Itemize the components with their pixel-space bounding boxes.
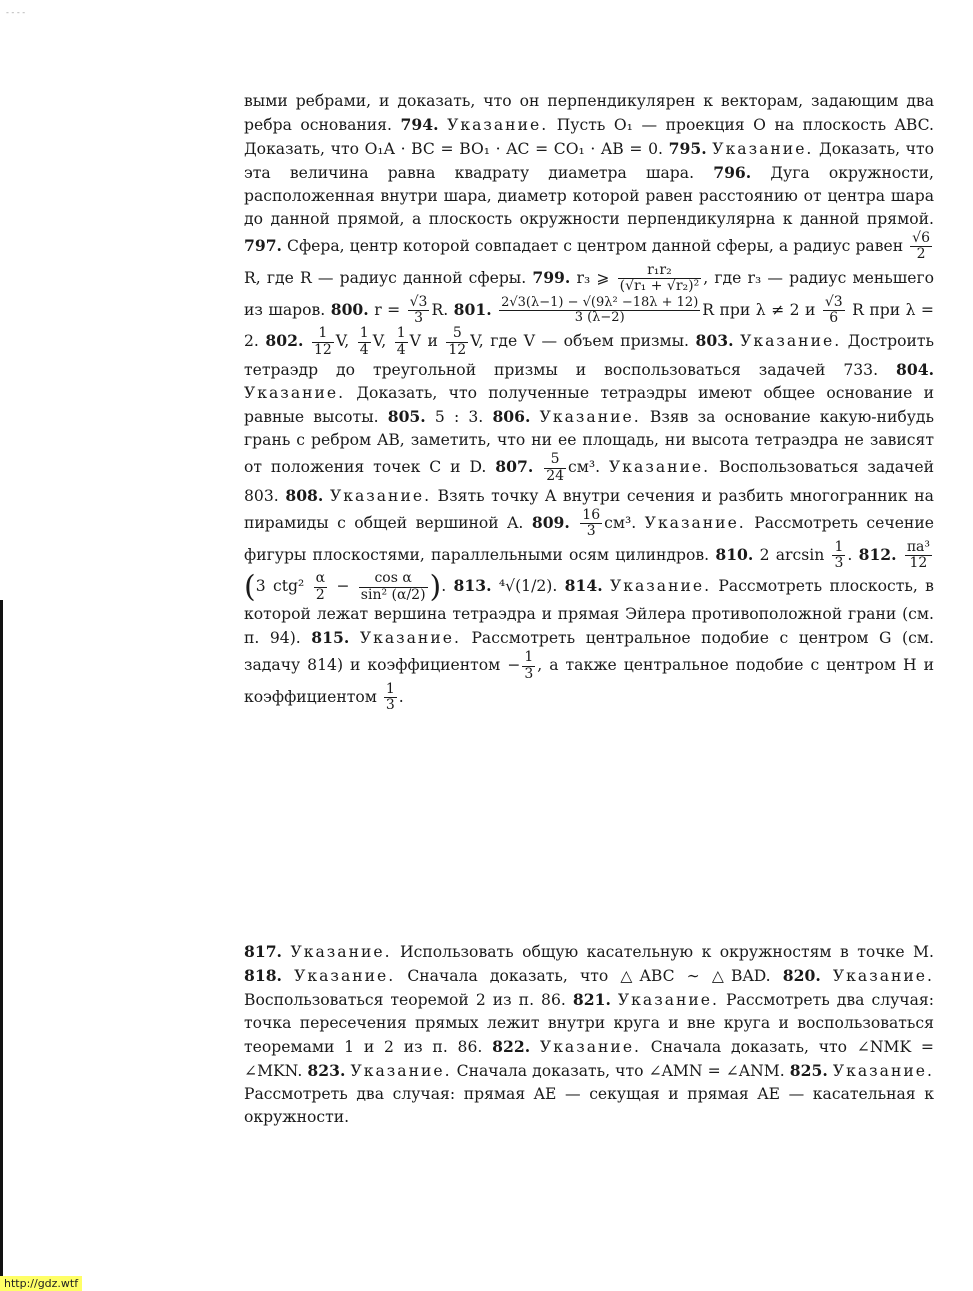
left-paren: (	[244, 569, 256, 605]
fraction: $\frac{\alpha}{2}$	[315, 570, 326, 603]
fraction: $\frac{\text{r₁r₂}}{\text{(√r₁ + √r₂)²}}$	[619, 261, 700, 295]
fraction: $\frac{√3}{3}$	[409, 293, 428, 326]
fraction: $\frac{1}{3}$	[834, 538, 844, 572]
paragraph-2: 817. Указание. Использовать общую касательную к окружностям в точке M. 818. Указание. Сначала доказать, что △ABC ∼ △BAD. 820. Указание. Воспользоваться теоремой 2 из п. 86. 821. Указание. Рассмотреть два случая: точка пересечения прямых лежит внутри круга и вне круга и воспользоваться теоремами 1 и 2 из п. 86. 822. Указание. Сначала доказать, что ∠NMK = ∠MKN. 823. Указание. Сначала доказать, что ∠AMN = ∠ANM. 825. Указание. Рассмотреть два случая: прямая AE — секущая и прямая AE — касательная к окружности.	[244, 942, 934, 1126]
fraction: $\frac{\text{πa³}}{12}$	[906, 538, 930, 572]
vector-equation: O₁A · BC = BO₁ · AC = CO₁ · AB = 0.	[364, 140, 663, 158]
fraction: $\frac{16}{3}$	[582, 506, 601, 540]
right-paren: )	[429, 569, 442, 605]
fraction: $\frac{√3}{6}$	[824, 293, 843, 326]
paragraph-1: выми ребрами, и доказать, что он перпендикулярен к векторам, задающим два ребра основания. 794. Указание. Пусть O₁ — проекция O на плоскость ABC. Доказать, что O₁A · BC = BO₁ · AC = CO₁ · AB = 0. 795. Указание. Доказать, что эта величина равна квадрату диаметра шара. 796. Дуга окружности, расположенная внутри шара, диаметр которой равен расстоянию от центра шара до данной прямой, а плоскость окружности перпендикулярна к данной прямой. 797. Сфера, центр которой совпадает с центром данной сферы, а радиус равен $\frac{√6}{2}$ R, где R — радиус данной сферы. 799. r₃ ⩾ $\frac{\text{r₁r₂}}{\text{(√r₁ + √r₂)²}}$ , где r₃ — радиус меньшего из шаров. 800. r = $\frac{√3}{3}$ R. 801. $\frac{\text{2√3(λ−1) − √(9λ² −18λ + 12)}}{3 (\lambda-2)}$ R при λ ≠ 2 и $\frac{√3}{6}$ R при λ = 2. 802. $\frac{1}{12}$ V, $\frac{1}{4}$ V, $\frac{1}{4}$ V и $\frac{5}{12}$ V, где V — объем призмы. 803. Указание. Достроить тетраэдр до треугольной призмы и воспользоваться задачей 733. 804. Указание. Доказать, что полученные тетраэдры имеют общее основание и равные высоты. 805. 5 : 3. 806. Указание. Взяв за основание какую-нибудь грань с ребром AB, заметить, что ни ее площадь, ни высота тетраэдра не зависят от положения точек C и D. 807. $\frac{5}{24}$ см³. Указание. Воспользоваться задачей 803. 808. Указание. Взять точку A внутри сечения и разбить многогранник на пирамиды с общей вершиной A. 809. $\frac{16}{3}$ см³. Указание. Рассмотреть сечение фигуры плоскостями, параллельными осям цилиндров. 810. 2 arcsin $\frac{1}{3}$ . 812. $\frac{\text{πa³}}{12}$ (3 ctg² $\frac{\alpha}{2}$ − $\frac{\text{cos α}}{\text{sin² (α/2)}}$ ). 813. ⁴√(1/2). 814. Указание. Рассмотреть плоскость, в которой лежат вершина тетраэдра и прямая Эйлера противоположной грани (см. п. 94). 815. Указание. Рассмотреть центральное подобие с центром G (см. задачу 814) и коэффициентом − $\frac{1}{3}$ , а также центральное подобие с центром H и коэффициентом $\frac{1}{3}$ .	[244, 92, 935, 714]
fraction: $\frac{1}{3}$	[385, 681, 395, 714]
fraction: $\frac{1}{4}$	[359, 325, 369, 358]
fraction: $\frac{\text{cos α}}{\text{sin² (α/2)}}$	[360, 570, 426, 603]
fraction: $\frac{1}{4}$	[396, 325, 406, 358]
top-dots: - - - -	[6, 8, 26, 17]
fraction: $\frac{1}{12}$	[313, 325, 332, 358]
answers-block-1	[244, 90, 934, 714]
fraction: $\frac{1}{3}$	[524, 649, 534, 682]
fraction: $\frac{\text{2√3(λ−1) − √(9λ² −18λ + 12)}}{3 (\lambda-2)}$	[501, 294, 699, 325]
fraction: $\frac{5}{24}$	[546, 451, 565, 484]
fraction: $\frac{√6}{2}$	[912, 230, 930, 263]
source-link[interactable]: http://gdz.wtf	[0, 1276, 82, 1291]
answers-block-2	[244, 940, 934, 1129]
page-edge	[0, 600, 3, 1280]
fraction: $\frac{5}{12}$	[448, 325, 467, 358]
